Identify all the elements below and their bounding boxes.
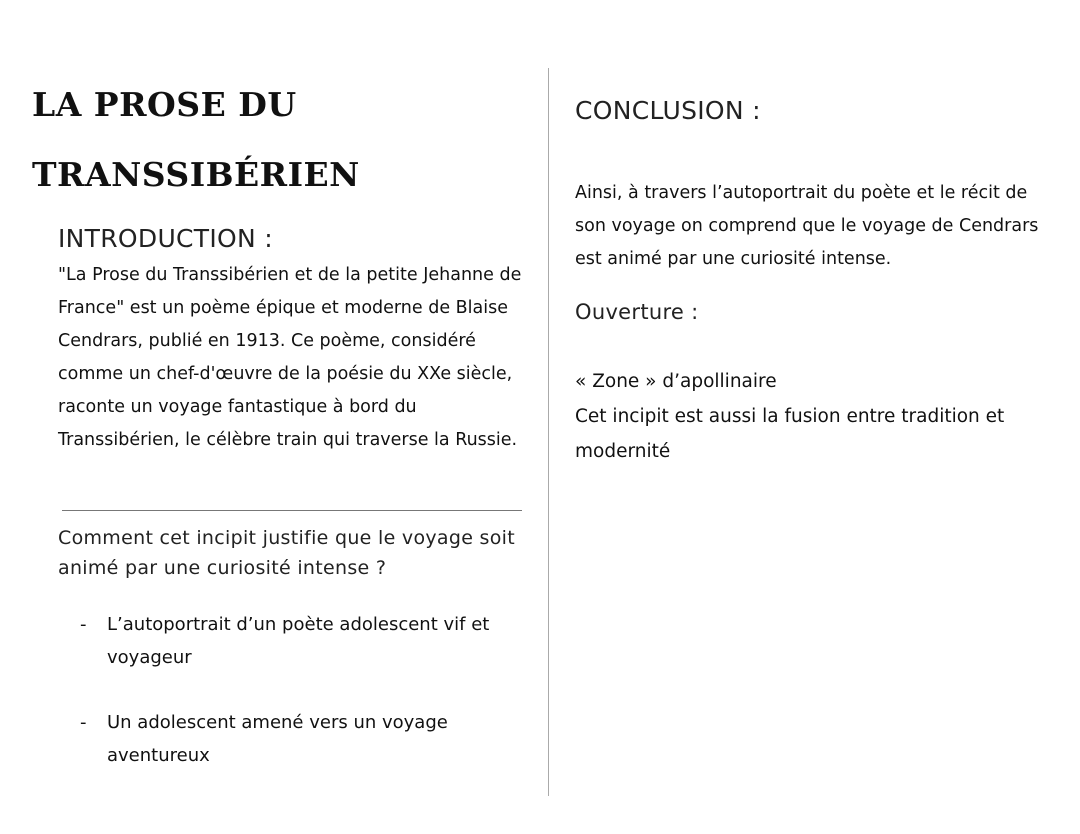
plan-bullet: - — [80, 712, 87, 733]
plan-item-text: L’autoportrait d’un poète adolescent vif et voyageur — [107, 614, 490, 668]
left-column — [32, 70, 532, 457]
plan-list — [80, 608, 530, 804]
column-divider — [548, 68, 549, 796]
ouverture-text — [575, 364, 1055, 469]
section-divider — [62, 510, 522, 511]
plan-item-text: Un adolescent amené vers un voyage aventureux — [107, 712, 448, 766]
document-title — [32, 70, 532, 210]
ouverture-line-1: « Zone » d’apollinaire — [575, 371, 777, 392]
conclusion-text: Ainsi, à travers l’autoportrait du poète et le récit de son voyage on comprend que le voyage de Cendrars est animé par une curiosité intense. — [575, 183, 1039, 269]
right-column — [575, 96, 1055, 469]
problematique-text: Comment cet incipit justifie que le voyage soit animé par une curiosité intense ? — [58, 527, 516, 579]
ouverture-heading: Ouverture : — [575, 300, 699, 324]
conclusion-heading: CONCLUSION : — [575, 96, 761, 125]
title-line-2: TRANSSIBÉRIEN — [32, 155, 360, 194]
introduction-text: "La Prose du Transsibérien et de la petite Jehanne de France" est un poème épique et moderne de Blaise Cendrars, publié en 1913. Ce poème, considéré comme un chef-d'œuvre de la poésie du XXe siècle, raconte un voyage fantastique à bord du Transsibérien, le célèbre train qui traverse la Russie. — [58, 265, 522, 450]
plan-item — [80, 608, 530, 674]
introduction-heading: INTRODUCTION : — [58, 224, 273, 253]
title-line-1: LA PROSE DU — [32, 85, 297, 124]
plan-item — [80, 706, 530, 772]
ouverture-line-2: Cet incipit est aussi la fusion entre tradition et modernité — [575, 406, 1005, 462]
plan-bullet: - — [80, 614, 87, 635]
